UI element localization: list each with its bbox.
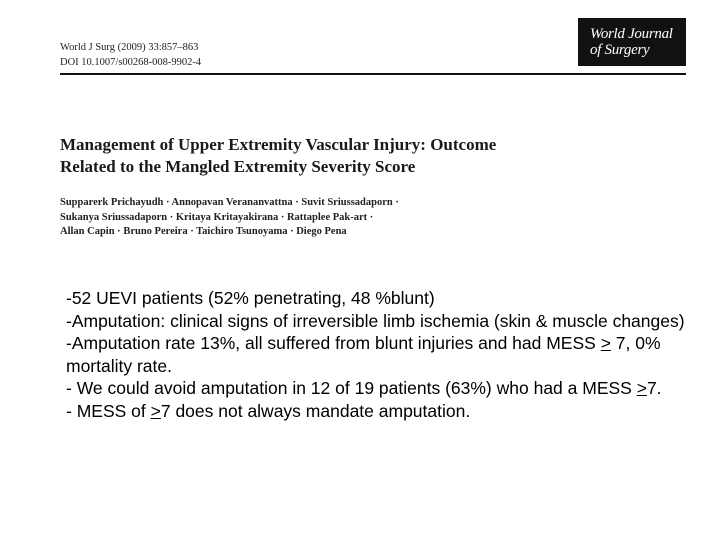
bullet-avoided-amputation <box>66 377 696 400</box>
bullet-conclusion <box>66 400 696 423</box>
bullet-amputation-rate <box>66 332 696 377</box>
bullet-conclusion-text-end: 7 does not always mandate amputation. <box>160 400 471 421</box>
logo-line-2: of Surgery <box>590 42 650 58</box>
paper-title-line-2: Related to the Mangled Extremity Severity Score <box>60 157 416 176</box>
author-line-2: Sukanya Sriussadaporn · Kritaya Kritayakirana · Rattaplee Pak-art · <box>60 211 374 223</box>
bullet-patients: -52 UEVI patients (52% penetrating, 48 %blunt) <box>66 288 435 308</box>
citation-doi: DOI 10.1007/s00268-008-9902-4 <box>60 57 202 68</box>
bullet-avoided-amputation-text-end: 7. <box>646 378 662 398</box>
author-list <box>60 196 680 240</box>
paper-title <box>60 134 680 178</box>
logo-line-1: World Journal <box>590 26 673 42</box>
author-line-1: Supparerk Prichayudh · Annopavan Verananvattna · Suvit Sriussadaporn · <box>60 197 399 208</box>
article-citation <box>60 40 201 70</box>
greater-equal-symbol: > <box>636 378 647 398</box>
header-divider <box>60 73 686 75</box>
greater-equal-symbol: > <box>150 400 161 421</box>
author-line-3: Allan Capin · Bruno Pereira · Taichiro Tsunoyama · Diego Pena <box>60 226 347 237</box>
bullet-amputation-rate-text-end: 7, 0% mortality rate. <box>66 333 661 376</box>
citation-journal: World J Surg (2009) 33:857–863 <box>60 42 199 53</box>
bullet-amputation-criteria: -Amputation: clinical signs of irreversible limb ischemia (skin & muscle changes) <box>66 310 685 331</box>
bullet-avoided-amputation-text: - We could avoid amputation in 12 of 19 patients (63%) who had a MESS <box>66 378 637 398</box>
bullet-amputation-rate-text: -Amputation rate 13%, all suffered from blunt injuries and had MESS <box>66 333 601 353</box>
greater-equal-symbol: > <box>600 333 611 353</box>
paper-title-line-1: Management of Upper Extremity Vascular Injury: Outcome <box>60 135 497 154</box>
bullet-conclusion-text: - MESS of <box>66 400 151 421</box>
summary-bullets <box>66 287 696 422</box>
journal-logo <box>578 18 686 66</box>
